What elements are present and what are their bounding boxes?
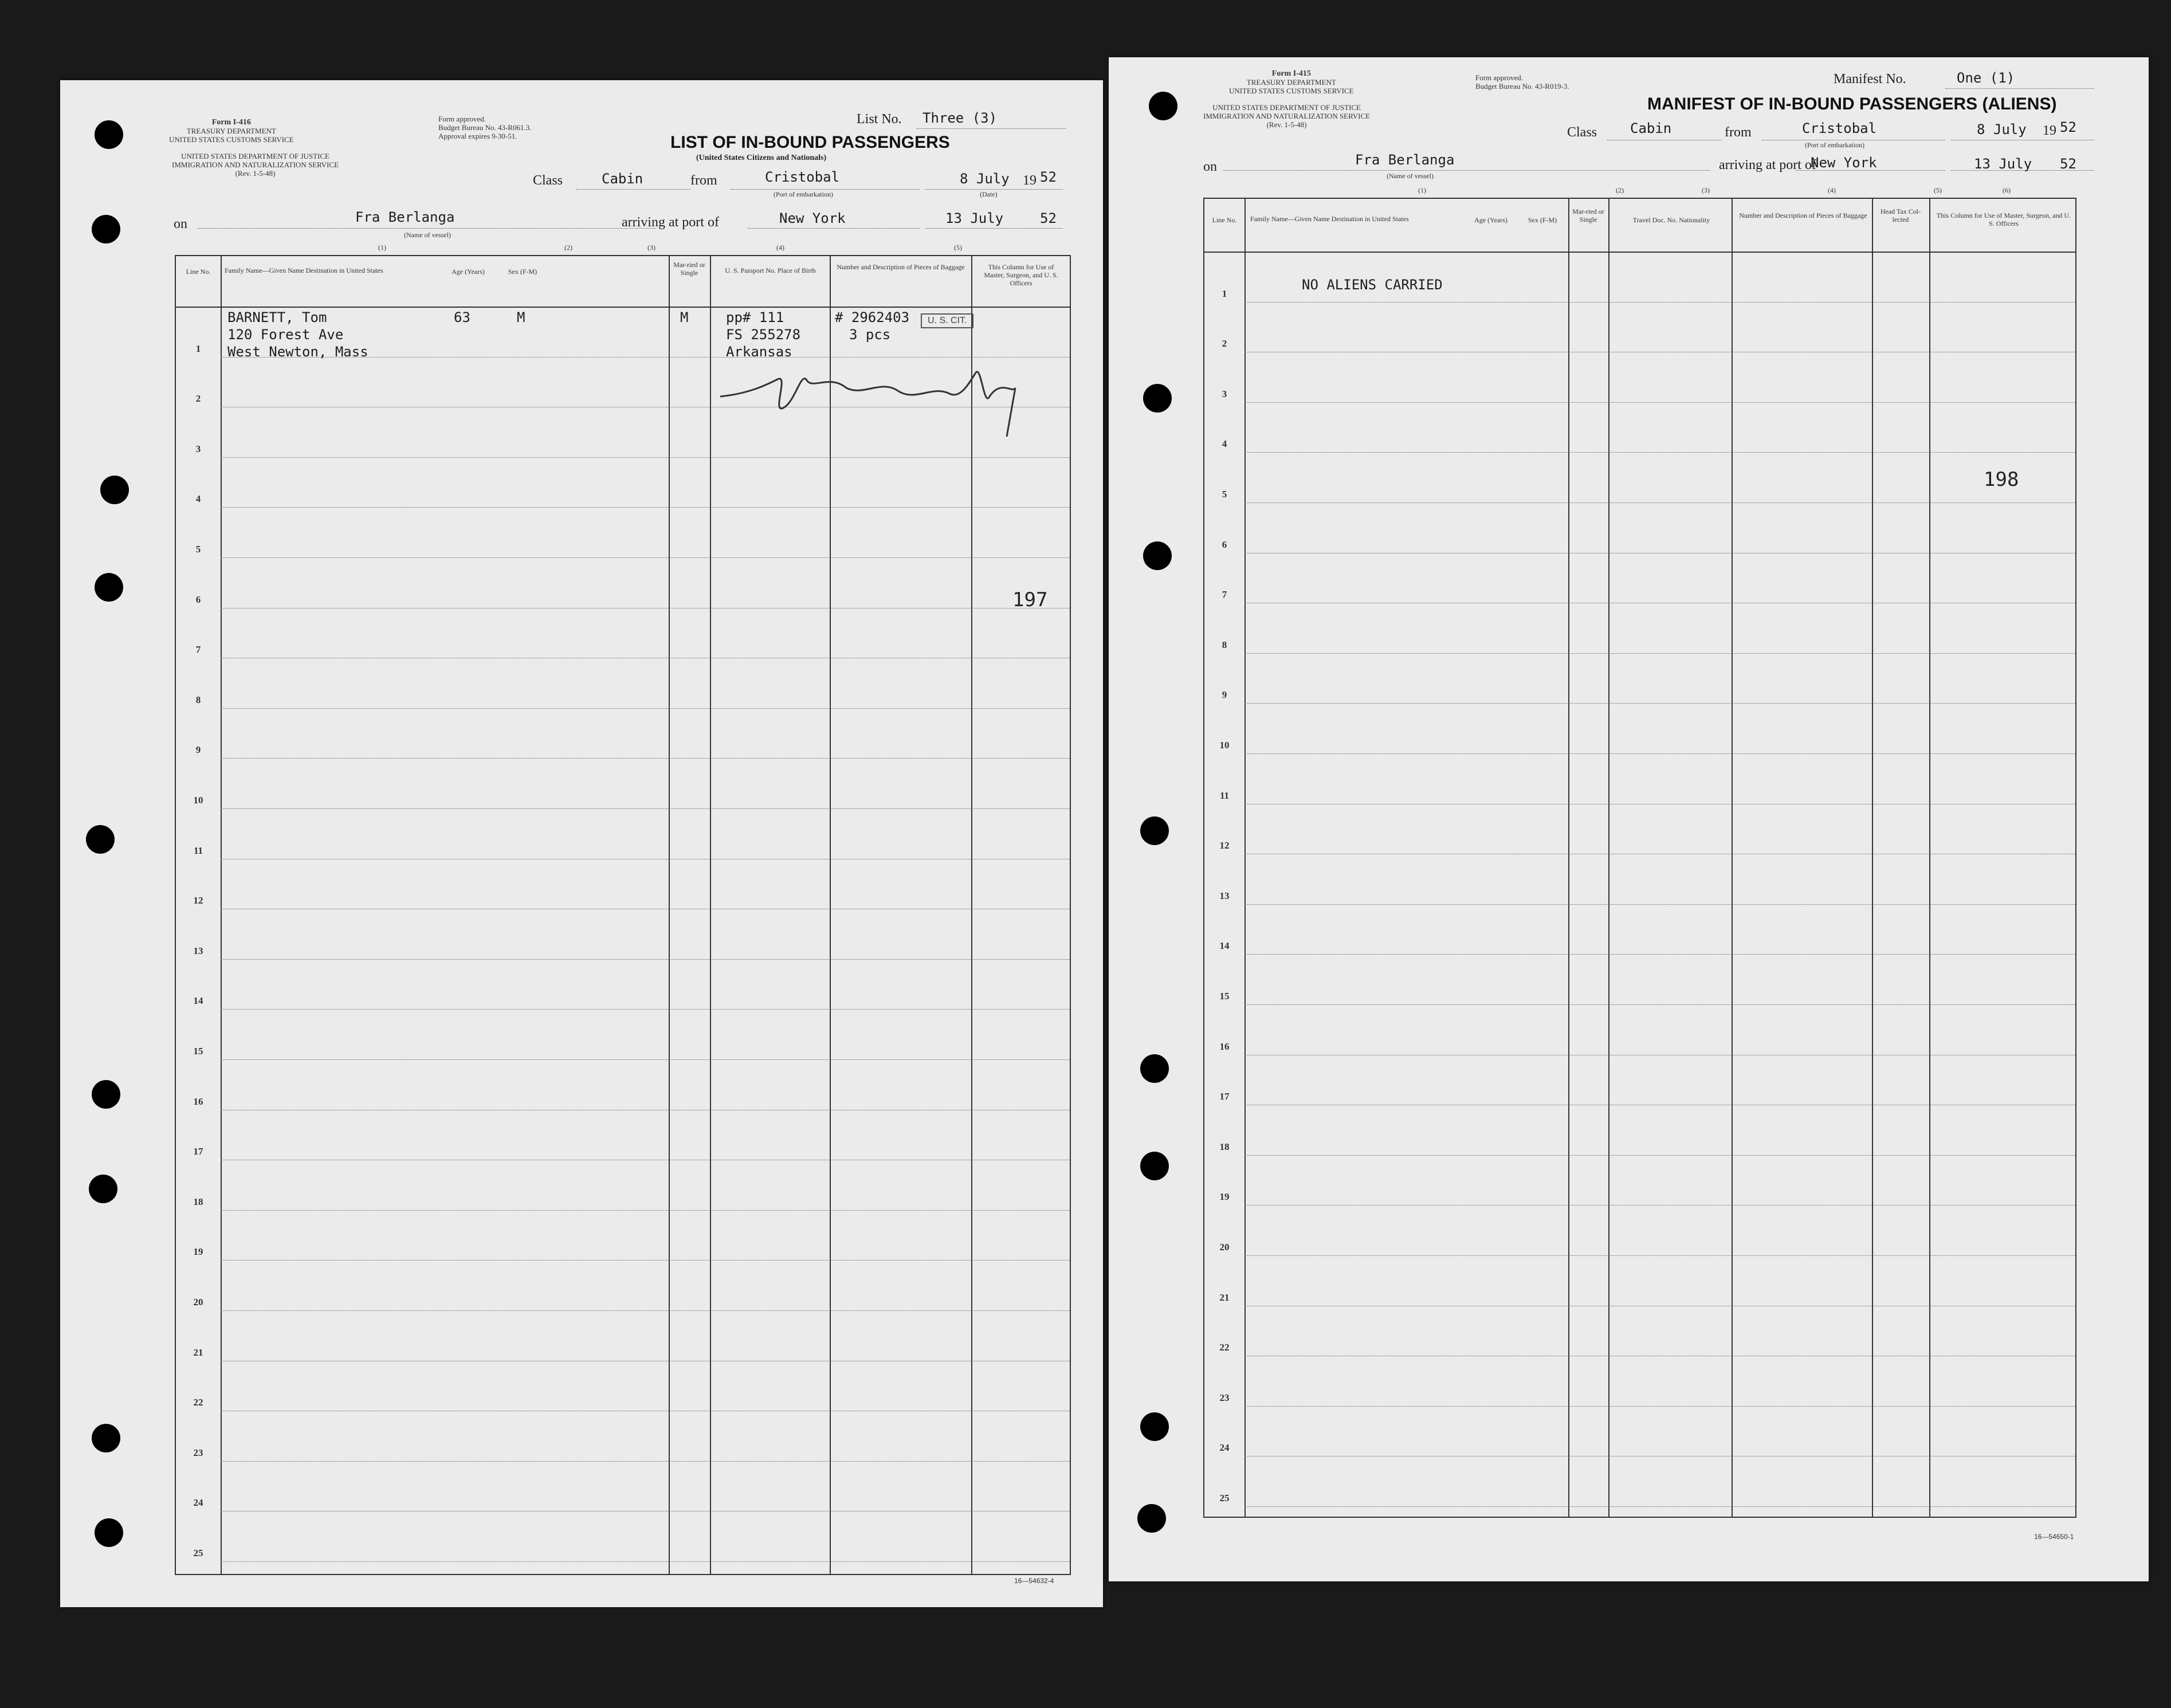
line-number: 11 — [1219, 790, 1230, 801]
punch-hole — [1143, 541, 1172, 570]
passenger-sex: M — [517, 309, 525, 325]
line-number: 1 — [195, 343, 201, 354]
from-label: from — [1725, 125, 1752, 140]
row-rule — [1245, 1155, 2075, 1156]
page-number: 197 — [1012, 588, 1048, 611]
col-caption-1: (1) — [1418, 186, 1426, 194]
line-number: 17 — [1219, 1091, 1230, 1102]
col-caption-6: (6) — [2003, 186, 2011, 194]
punch-hole — [92, 1080, 120, 1109]
col-header-married: Mar-ried or Single — [1572, 207, 1604, 223]
arrival-port: New York — [1811, 155, 1877, 171]
punch-hole — [100, 476, 129, 504]
line-number: 13 — [1219, 890, 1230, 901]
form-number: Form I-415 — [1271, 69, 1311, 78]
citizen-stamp: U. S. CIT. — [921, 313, 973, 328]
vessel-caption: (Name of vessel) — [404, 231, 451, 239]
class-label: Class — [533, 173, 563, 188]
on-label: on — [1203, 159, 1217, 174]
punch-hole — [1140, 1412, 1169, 1441]
approval-line-1: Form approved. — [1475, 73, 1524, 82]
from-label: from — [690, 173, 717, 188]
col-header-baggage: Number and Description of Pieces of Baggage — [837, 263, 965, 271]
row-rule — [221, 758, 1070, 759]
row-rule — [1245, 904, 2075, 905]
row-rule — [1245, 954, 2075, 955]
line-number: 23 — [193, 1447, 203, 1458]
line-number: 7 — [1222, 589, 1227, 600]
page-subtitle: (United States Citizens and Nationals) — [696, 154, 827, 162]
vessel-caption: (Name of vessel) — [1387, 172, 1434, 180]
row-rule — [221, 1461, 1070, 1462]
dept-customs: UNITED STATES CUSTOMS SERVICE — [169, 135, 294, 144]
line-number: 4 — [1222, 438, 1227, 450]
col-caption-3: (3) — [1702, 186, 1710, 194]
line-number: 2 — [195, 393, 201, 405]
line-number: 21 — [193, 1346, 203, 1358]
line-number: 5 — [195, 544, 201, 555]
baggage-number: # 2962403 — [835, 309, 910, 325]
line-number: 14 — [193, 995, 203, 1007]
line-number: 19 — [193, 1246, 203, 1258]
row-rule — [221, 959, 1070, 960]
approval-line-2: Budget Bureau No. 43-R019-3. — [1475, 82, 1569, 91]
line-number: 17 — [193, 1146, 203, 1157]
year-value: 52 — [2060, 119, 2076, 135]
row-rule — [1245, 1506, 2075, 1507]
arrival-date: 13 July — [1974, 156, 2032, 172]
col-header-sex: Sex (F-M) — [1528, 216, 1557, 224]
arrival-date: 13 July — [945, 210, 1004, 226]
punch-hole — [1143, 384, 1172, 413]
line-number: 15 — [1219, 991, 1230, 1002]
page-number: 198 — [1984, 468, 2019, 491]
line-number: 14 — [1219, 940, 1230, 952]
line-number: 25 — [193, 1548, 203, 1558]
passenger-passport-2: FS 255278 — [726, 327, 801, 343]
row-rule — [221, 507, 1070, 508]
col-caption-2: (2) — [564, 244, 572, 252]
col-header-baggage: Number and Description of Pieces of Baggage — [1739, 211, 1867, 219]
line-number: 6 — [195, 594, 201, 605]
col-caption-4: (4) — [1828, 186, 1836, 194]
punch-hole — [95, 1518, 123, 1547]
col-header-name: Family Name—Given Name Destination in United States — [225, 266, 383, 274]
alien-manifest-table — [1203, 198, 2076, 1518]
dept-justice: UNITED STATES DEPARTMENT OF JUSTICE — [1212, 103, 1361, 112]
punch-hole — [86, 825, 115, 854]
date-value: 8 July — [1977, 121, 2027, 138]
dept-treasury: TREASURY DEPARTMENT — [186, 127, 276, 135]
line-number: 16 — [193, 1096, 203, 1107]
manifest-no-label: Manifest No. — [1834, 72, 1906, 87]
alien-manifest-page — [1109, 57, 2149, 1581]
from-value: Cristobal — [765, 169, 840, 185]
date-caption: (Date) — [980, 190, 998, 198]
row-rule — [1245, 1004, 2075, 1005]
punch-hole — [1140, 816, 1169, 845]
col-header-officers: This Column for Use of Master, Surgeon, and U. S. Officers — [984, 263, 1058, 287]
line-number: 7 — [195, 644, 201, 655]
form-footer: 16—54632-4 — [1014, 1577, 1054, 1585]
list-no-label: List No. — [857, 112, 902, 127]
vessel-value: Fra Berlanga — [1355, 152, 1455, 168]
arriving-label: arriving at port of — [622, 215, 719, 230]
approval-line-3: Approval expires 9-30-51. — [438, 132, 517, 140]
line-number: 25 — [1219, 1493, 1230, 1503]
row-rule — [221, 808, 1070, 809]
col-caption-4: (4) — [776, 244, 784, 252]
form-footer: 16—54650-1 — [2034, 1533, 2074, 1541]
port-caption: (Port of embarkation) — [1805, 141, 1864, 149]
class-value: Cabin — [602, 171, 643, 187]
port-caption: (Port of embarkation) — [774, 190, 833, 198]
class-value: Cabin — [1630, 120, 1672, 136]
col-header-name: Family Name—Given Name Destination in United States — [1250, 215, 1409, 223]
punch-hole — [95, 573, 123, 602]
on-label: on — [174, 217, 187, 231]
line-number: 13 — [193, 945, 203, 956]
class-label: Class — [1567, 125, 1597, 140]
approval-line-2: Budget Bureau No. 43-R061.3. — [438, 123, 532, 132]
col-header-line: Line No. — [186, 268, 211, 276]
year-prefix: 19 — [2043, 123, 2056, 138]
arriving-label: arriving at port of — [1719, 158, 1816, 172]
dept-justice: UNITED STATES DEPARTMENT OF JUSTICE — [181, 152, 329, 160]
row-rule — [1245, 1255, 2075, 1256]
line-number: 6 — [1222, 539, 1227, 550]
passenger-passport-1: pp# 111 — [726, 309, 784, 325]
line-number: 3 — [1222, 388, 1227, 399]
line-number: 16 — [1219, 1040, 1230, 1052]
arrival-port: New York — [779, 210, 846, 226]
col-caption-1: (1) — [378, 244, 386, 252]
row-rule — [1245, 402, 2075, 403]
line-number: 12 — [193, 895, 203, 906]
manifest-no-value: One (1) — [1957, 70, 2015, 86]
line-number: 21 — [1219, 1291, 1230, 1303]
passenger-birthplace: Arkansas — [726, 344, 792, 360]
punch-hole — [1149, 92, 1177, 120]
passenger-age: 63 — [454, 309, 470, 325]
line-number: 18 — [1219, 1141, 1230, 1152]
approval-line-1: Form approved. — [438, 115, 486, 123]
row-rule — [1245, 502, 2075, 503]
year-value: 52 — [1040, 169, 1057, 185]
row-rule — [221, 1310, 1070, 1311]
list-no-value: Three (3) — [922, 110, 998, 126]
page-title: MANIFEST OF IN-BOUND PASSENGERS (ALIENS) — [1647, 95, 2057, 113]
punch-hole — [89, 1175, 117, 1203]
line-number: 10 — [1219, 740, 1230, 751]
form-revision: (Rev. 1-5-48) — [1266, 120, 1307, 129]
punch-hole — [92, 1424, 120, 1452]
col-header-age: Age (Years) — [1474, 216, 1507, 224]
row-rule — [221, 708, 1070, 709]
form-number: Form I-416 — [211, 118, 251, 127]
row-rule — [221, 1210, 1070, 1211]
year-prefix: 19 — [1023, 173, 1037, 188]
dept-customs: UNITED STATES CUSTOMS SERVICE — [1229, 87, 1354, 95]
punch-hole — [1140, 1152, 1169, 1180]
vessel-value: Fra Berlanga — [355, 209, 455, 225]
passenger-address-1: 120 Forest Ave — [227, 327, 344, 343]
row-rule — [1245, 653, 2075, 654]
signature — [714, 339, 1035, 442]
col-header-passport: U. S. Passport No. Place of Birth — [725, 266, 816, 274]
line-number: 2 — [1222, 338, 1227, 350]
row-rule — [1245, 452, 2075, 453]
col-header-head-tax: Head Tax Col-lected — [1880, 207, 1921, 223]
col-caption-2: (2) — [1616, 186, 1624, 194]
col-caption-3: (3) — [647, 244, 655, 252]
dept-immigration: IMMIGRATION AND NATURALIZATION SERVICE — [1203, 112, 1371, 120]
line-number: 3 — [195, 443, 201, 454]
line-number: 12 — [1219, 840, 1230, 851]
col-header-officers: This Column for Use of Master, Surgeon, and U. S. Officers — [1936, 211, 2071, 227]
line-number: 5 — [1222, 489, 1227, 500]
form-revision: (Rev. 1-5-48) — [235, 169, 276, 178]
line-number: 4 — [195, 493, 201, 505]
from-value: Cristobal — [1802, 120, 1877, 136]
row-rule — [221, 1561, 1070, 1562]
passenger-name: BARNETT, Tom — [227, 309, 327, 325]
line-number: 22 — [193, 1397, 203, 1408]
row-rule — [221, 457, 1070, 458]
punch-hole — [92, 215, 120, 244]
line-number: 8 — [1222, 639, 1227, 650]
line-number: 18 — [193, 1196, 203, 1207]
col-header-married: Mar-ried or Single — [673, 261, 705, 277]
row-rule — [221, 1059, 1070, 1060]
col-header-travel-doc: Travel Doc. No. Nationality — [1632, 216, 1710, 224]
col-header-age: Age (Years) — [452, 268, 485, 276]
row-rule — [1245, 1406, 2075, 1407]
line-number: 20 — [193, 1297, 203, 1307]
line-number: 9 — [1222, 689, 1227, 701]
passenger-married: M — [680, 309, 689, 325]
arrival-year: 52 — [2060, 156, 2076, 172]
punch-hole — [95, 120, 123, 149]
row-rule — [1245, 1205, 2075, 1206]
row-rule — [221, 1260, 1070, 1261]
row-rule — [1245, 753, 2075, 754]
line-number: 24 — [193, 1497, 203, 1509]
arrival-year: 52 — [1040, 210, 1057, 226]
passenger-address-2: West Newton, Mass — [227, 344, 368, 360]
passenger-table — [175, 255, 1071, 1575]
line-number: 22 — [1219, 1342, 1230, 1353]
line-number: 15 — [193, 1046, 203, 1057]
line-number: 24 — [1219, 1442, 1230, 1454]
dept-treasury: TREASURY DEPARTMENT — [1246, 78, 1336, 87]
line-number: 23 — [1219, 1392, 1230, 1403]
line-number: 10 — [193, 795, 203, 806]
col-caption-5: (5) — [954, 244, 962, 252]
page-title: LIST OF IN-BOUND PASSENGERS — [670, 133, 950, 152]
row-rule — [1245, 302, 2075, 303]
passenger-list-page — [60, 80, 1103, 1607]
no-aliens-entry: NO ALIENS CARRIED — [1302, 277, 1443, 293]
dept-immigration: IMMIGRATION AND NATURALIZATION SERVICE — [172, 160, 339, 169]
line-number: 8 — [195, 694, 201, 705]
line-number: 9 — [195, 744, 201, 756]
line-number: 19 — [1219, 1191, 1230, 1203]
col-header-line: Line No. — [1212, 216, 1237, 224]
punch-hole — [1140, 1054, 1169, 1083]
line-number: 11 — [193, 845, 203, 856]
form-header-block — [169, 117, 294, 144]
line-number: 20 — [1219, 1242, 1230, 1252]
row-rule — [1245, 703, 2075, 704]
baggage-pieces: 3 pcs — [849, 327, 891, 343]
line-number: 1 — [1222, 288, 1227, 299]
col-caption-5: (5) — [1934, 186, 1942, 194]
col-header-sex: Sex (F-M) — [508, 268, 537, 276]
row-rule — [221, 557, 1070, 558]
date-value: 8 July — [960, 171, 1010, 187]
punch-hole — [1137, 1504, 1166, 1533]
row-rule — [221, 1009, 1070, 1010]
